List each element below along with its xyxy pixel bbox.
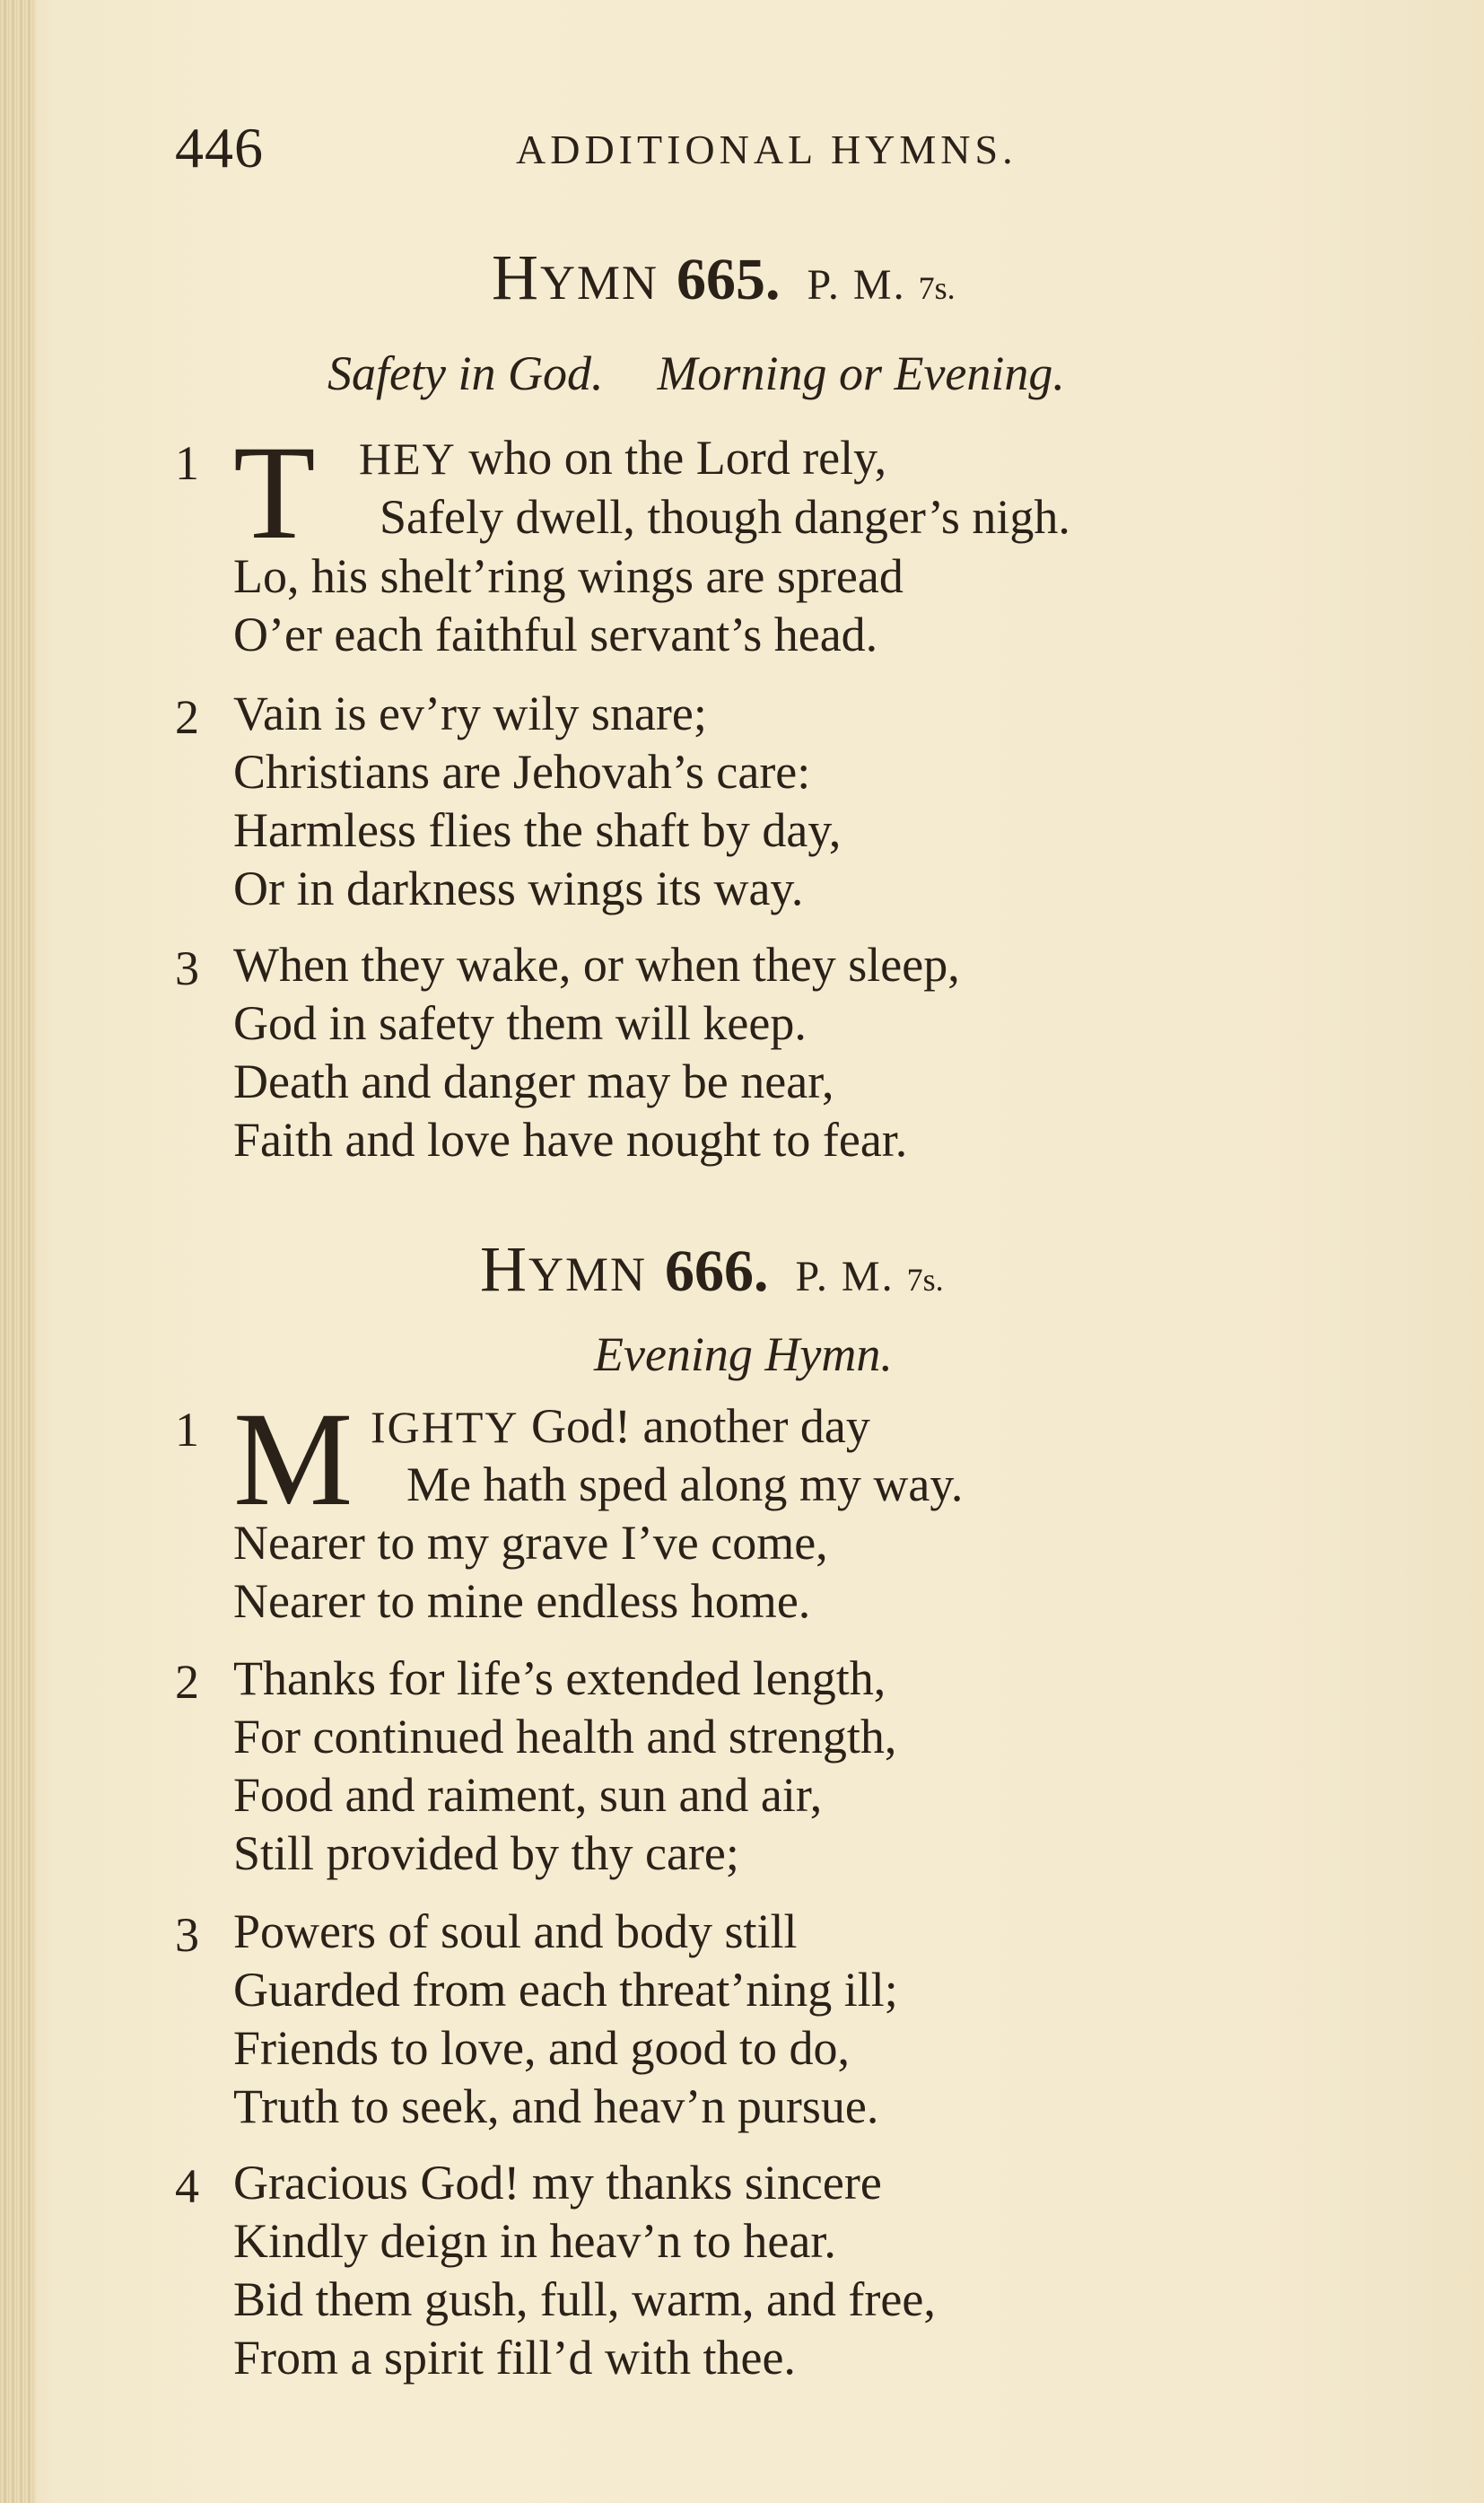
verse-line: Thanks for life’s extended length,: [233, 1651, 886, 1705]
stanza-number: 2: [175, 1655, 199, 1709]
verse-line: Guarded from each threat’ning ill;: [233, 1963, 898, 2017]
hymn-number: 665.: [677, 247, 781, 312]
verse-line: Safely dwell, though danger’s nigh.: [380, 490, 1070, 544]
stanza-number: 3: [175, 941, 199, 995]
verse-line: God in safety them will keep.: [233, 996, 807, 1050]
verse-line: Faith and love have nought to fear.: [233, 1113, 908, 1167]
verse-line: Nearer to mine endless home.: [233, 1574, 811, 1628]
verse-line: Bid them gush, full, warm, and free,: [233, 2272, 936, 2326]
verse-line: IGHTY God! another day: [371, 1399, 870, 1453]
verse-line: From a spirit fill’d with thee.: [233, 2331, 796, 2385]
page-binding-edge: [0, 0, 36, 2503]
hymn-665-heading: [492, 241, 956, 315]
verse-line: Truth to seek, and heav’n pursue.: [233, 2079, 879, 2133]
hymn-meter-suffix: 7s.: [906, 1262, 944, 1298]
hymn-meter: P. M.: [807, 261, 906, 309]
stanza-number: 2: [175, 690, 199, 744]
hymn-meter-suffix: 7s.: [918, 270, 956, 306]
stanza-number: 3: [175, 1908, 199, 1962]
stanza-number: 1: [175, 1403, 199, 1457]
verse-line: Friends to love, and good to do,: [233, 2021, 850, 2075]
running-title: ADDITIONAL HYMNS.: [516, 127, 1017, 172]
hymn-666-heading: [480, 1232, 944, 1307]
hymn-number: 666.: [665, 1238, 769, 1304]
verse-line: HEY who on the Lord rely,: [359, 431, 887, 485]
verse-line: Death and danger may be near,: [233, 1055, 834, 1108]
page-number: 446: [175, 116, 264, 179]
hymn-meter: P. M.: [795, 1253, 895, 1300]
stanza-number: 1: [175, 436, 199, 490]
hymn-label: HYMN: [480, 1233, 648, 1305]
verse-line: Gracious God! my thanks sincere: [233, 2156, 882, 2210]
verse-line: Lo, his shelt’ring wings are spread: [233, 549, 903, 603]
verse-line: Me hath sped along my way.: [406, 1457, 964, 1511]
verse-line: When they wake, or when they sleep,: [233, 938, 960, 992]
verse-line: Food and raiment, sun and air,: [233, 1768, 823, 1822]
stanza-number: 4: [175, 2159, 199, 2213]
drop-cap: T: [233, 418, 316, 567]
verse-line: Christians are Jehovah’s care:: [233, 745, 811, 799]
verse-line: Vain is ev’ry wily snare;: [233, 687, 707, 740]
verse-line: Nearer to my grave I’ve come,: [233, 1516, 828, 1570]
drop-cap: M: [233, 1385, 354, 1534]
hymn-666-subtitle: Evening Hymn.: [594, 1327, 893, 1381]
verse-line: Powers of soul and body still: [233, 1904, 798, 1958]
verse-line: For continued health and strength,: [233, 1710, 897, 1763]
verse-line: Harmless flies the shaft by day,: [233, 803, 842, 857]
verse-line: Still provided by thy care;: [233, 1826, 739, 1880]
verse-line: Kindly deign in heav’n to hear.: [233, 2214, 836, 2268]
verse-line: Or in darkness wings its way.: [233, 862, 804, 915]
running-head: [175, 115, 1108, 178]
verse-line: O’er each faithful servant’s head.: [233, 608, 878, 661]
hymn-label: HYMN: [492, 241, 659, 313]
hymn-665-subtitle: Safety in God. Morning or Evening.: [327, 346, 1065, 400]
